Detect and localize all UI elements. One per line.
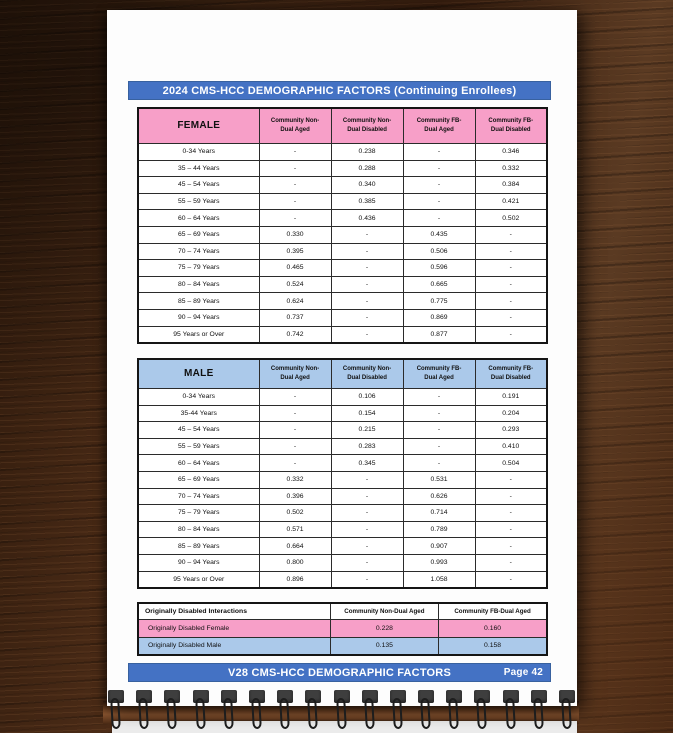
column-header: Community Non-Dual Aged [259,108,331,144]
row-label: 90 – 94 Years [138,309,259,326]
value-cell: 0.228 [330,620,438,638]
value-cell: - [331,505,403,522]
value-cell: 0.465 [259,260,331,277]
value-cell: - [331,260,403,277]
binding-wire [533,698,544,729]
value-cell: 0.664 [259,538,331,555]
value-cell: 0.330 [259,226,331,243]
row-label: 55 – 59 Years [138,193,259,210]
row-label: 35 – 44 Years [138,160,259,177]
table-row [138,405,547,422]
male-factors-table [137,358,548,589]
binding-loop [503,688,520,733]
value-cell: - [403,455,475,472]
value-cell: - [331,326,403,343]
table-row [138,260,547,277]
table-row [138,160,547,177]
value-cell: - [259,389,331,406]
value-cell: 0.907 [403,538,475,555]
row-label: 85 – 89 Years [138,293,259,310]
value-cell: 0.154 [331,405,403,422]
table-row [138,455,547,472]
row-label: 45 – 54 Years [138,177,259,194]
value-cell: - [331,293,403,310]
binding-loop [164,688,181,733]
value-cell: 0.332 [259,471,331,488]
value-cell: 0.158 [439,637,547,655]
table-row [138,521,547,538]
value-cell: 0.789 [403,521,475,538]
column-header: Community FB-Dual Aged [403,108,475,144]
document-page [107,10,577,706]
column-header: Community Non-Dual Disabled [331,359,403,389]
binding-wire [110,698,121,729]
row-label: 75 – 79 Years [138,505,259,522]
table-row [138,243,547,260]
value-cell: 0.384 [475,177,547,194]
value-cell: 0.288 [331,160,403,177]
value-cell: 0.896 [259,571,331,588]
column-header: Community FB-Dual Disabled [475,359,547,389]
value-cell: 0.624 [259,293,331,310]
table-row [138,177,547,194]
value-cell: 0.596 [403,260,475,277]
value-cell: 0.531 [403,471,475,488]
table-row [138,488,547,505]
value-cell: - [403,405,475,422]
table-row [138,193,547,210]
value-cell: - [403,422,475,439]
value-cell: - [259,438,331,455]
table-title-cell: FEMALE [138,108,259,144]
binding-loop [108,688,125,733]
value-cell: - [475,293,547,310]
table-header-row [138,603,547,620]
binding-loop [474,688,491,733]
value-cell: - [403,210,475,227]
column-header: Community Non-Dual Aged [259,359,331,389]
value-cell: 0.775 [403,293,475,310]
row-label: 0-34 Years [138,389,259,406]
table-row [138,276,547,293]
value-cell: 0.135 [330,637,438,655]
table-row [138,438,547,455]
row-label: 35-44 Years [138,405,259,422]
disabled-interactions-table [137,602,548,656]
binding-wire [505,698,516,729]
row-label: 45 – 54 Years [138,422,259,439]
value-cell: - [403,177,475,194]
value-cell: 0.395 [259,243,331,260]
binding-wire [195,698,206,729]
binding-wire [138,698,149,729]
value-cell: 0.191 [475,389,547,406]
value-cell: 0.714 [403,505,475,522]
value-cell: 0.340 [331,177,403,194]
table-row [138,226,547,243]
value-cell: 0.293 [475,422,547,439]
value-cell: 0.993 [403,554,475,571]
row-label: 70 – 74 Years [138,488,259,505]
binding-loop [559,688,576,733]
table-row [138,554,547,571]
value-cell: 0.396 [259,488,331,505]
value-cell: 0.524 [259,276,331,293]
row-label: 95 Years or Over [138,571,259,588]
value-cell: - [331,521,403,538]
value-cell: 0.436 [331,210,403,227]
table-row [138,505,547,522]
table-row [138,538,547,555]
value-cell: - [259,455,331,472]
value-cell: - [259,405,331,422]
table-row [138,326,547,343]
value-cell: 0.626 [403,488,475,505]
value-cell: - [403,193,475,210]
page-number: Page 42 [503,667,543,678]
value-cell: - [475,554,547,571]
binding-loop [390,688,407,733]
binding-wire [420,698,431,729]
binding-loop [305,688,322,733]
value-cell: 0.385 [331,193,403,210]
value-cell: - [475,243,547,260]
value-cell: 0.571 [259,521,331,538]
binding-loop [249,688,266,733]
value-cell: 0.877 [403,326,475,343]
page-title: 2024 CMS-HCC DEMOGRAPHIC FACTORS (Continuing Enrollees) [162,84,517,97]
value-cell: 0.160 [439,620,547,638]
page-title-banner [128,81,551,100]
row-label: 80 – 84 Years [138,276,259,293]
table-title-cell: MALE [138,359,259,389]
binding-wire [251,698,262,729]
value-cell: 0.737 [259,309,331,326]
binding-loop [136,688,153,733]
row-label: 65 – 69 Years [138,226,259,243]
value-cell: - [475,276,547,293]
value-cell: 0.410 [475,438,547,455]
row-label: 0-34 Years [138,144,259,161]
table-row [138,389,547,406]
binding-wire [223,698,234,729]
row-label: 60 – 64 Years [138,455,259,472]
table-row [138,293,547,310]
value-cell: - [403,160,475,177]
binding-wire [392,698,403,729]
value-cell: 0.502 [475,210,547,227]
value-cell: - [331,226,403,243]
value-cell: 0.346 [475,144,547,161]
value-cell: 1.058 [403,571,475,588]
table-row [138,620,547,638]
binding-wire [336,698,347,729]
value-cell: - [403,144,475,161]
table-row [138,144,547,161]
row-label: 70 – 74 Years [138,243,259,260]
value-cell: - [475,226,547,243]
value-cell: - [475,505,547,522]
value-cell: - [475,260,547,277]
footer-banner [128,663,551,682]
value-cell: 0.506 [403,243,475,260]
binding-loop [531,688,548,733]
value-cell: - [475,521,547,538]
column-header: Community FB-Dual Disabled [475,108,547,144]
table-header-row [138,108,547,144]
value-cell: 0.345 [331,455,403,472]
spiral-binding [108,688,576,733]
value-cell: - [403,438,475,455]
value-cell: - [475,538,547,555]
binding-loop [446,688,463,733]
value-cell: 0.106 [331,389,403,406]
female-factors-table [137,107,548,344]
value-cell: 0.502 [259,505,331,522]
value-cell: 0.742 [259,326,331,343]
column-header: Community Non-Dual Aged [330,603,438,620]
value-cell: - [475,309,547,326]
binding-wire [364,698,375,729]
binding-wire [448,698,459,729]
binding-loop [193,688,210,733]
value-cell: 0.238 [331,144,403,161]
value-cell: - [331,309,403,326]
value-cell: - [259,210,331,227]
binding-loop [362,688,379,733]
value-cell: - [403,389,475,406]
binding-loop [418,688,435,733]
binding-loop [277,688,294,733]
value-cell: - [475,471,547,488]
table-row [138,471,547,488]
value-cell: - [331,554,403,571]
table-row [138,309,547,326]
value-cell: 0.504 [475,455,547,472]
row-label: 75 – 79 Years [138,260,259,277]
value-cell: 0.800 [259,554,331,571]
value-cell: 0.665 [403,276,475,293]
value-cell: - [259,144,331,161]
table-row [138,210,547,227]
value-cell: - [331,571,403,588]
value-cell: - [259,160,331,177]
value-cell: 0.421 [475,193,547,210]
value-cell: - [475,326,547,343]
binding-wire [561,698,572,729]
binding-wire [279,698,290,729]
row-label: 55 – 59 Years [138,438,259,455]
value-cell: - [259,422,331,439]
value-cell: 0.215 [331,422,403,439]
binding-loop [221,688,238,733]
column-header: Community Non-Dual Disabled [331,108,403,144]
table-row [138,571,547,588]
row-label: 60 – 64 Years [138,210,259,227]
value-cell: 0.283 [331,438,403,455]
value-cell: - [475,488,547,505]
row-label: 65 – 69 Years [138,471,259,488]
value-cell: - [475,571,547,588]
row-label: 90 – 94 Years [138,554,259,571]
value-cell: - [331,471,403,488]
column-header: Community FB-Dual Aged [403,359,475,389]
table-title-cell: Originally Disabled Interactions [138,603,330,620]
table-row [138,422,547,439]
value-cell: 0.435 [403,226,475,243]
value-cell: - [331,538,403,555]
table-row [138,637,547,655]
value-cell: 0.869 [403,309,475,326]
binding-loop [334,688,351,733]
row-label: 95 Years or Over [138,326,259,343]
footer-title: V28 CMS-HCC DEMOGRAPHIC FACTORS [228,666,451,679]
column-header: Community FB-Dual Aged [439,603,547,620]
value-cell: - [331,276,403,293]
row-label: 85 – 89 Years [138,538,259,555]
value-cell: 0.204 [475,405,547,422]
value-cell: - [331,243,403,260]
row-label: Originally Disabled Female [138,620,330,638]
row-label: 80 – 84 Years [138,521,259,538]
value-cell: - [259,193,331,210]
value-cell: - [259,177,331,194]
table-header-row [138,359,547,389]
row-label: Originally Disabled Male [138,637,330,655]
value-cell: 0.332 [475,160,547,177]
value-cell: - [331,488,403,505]
